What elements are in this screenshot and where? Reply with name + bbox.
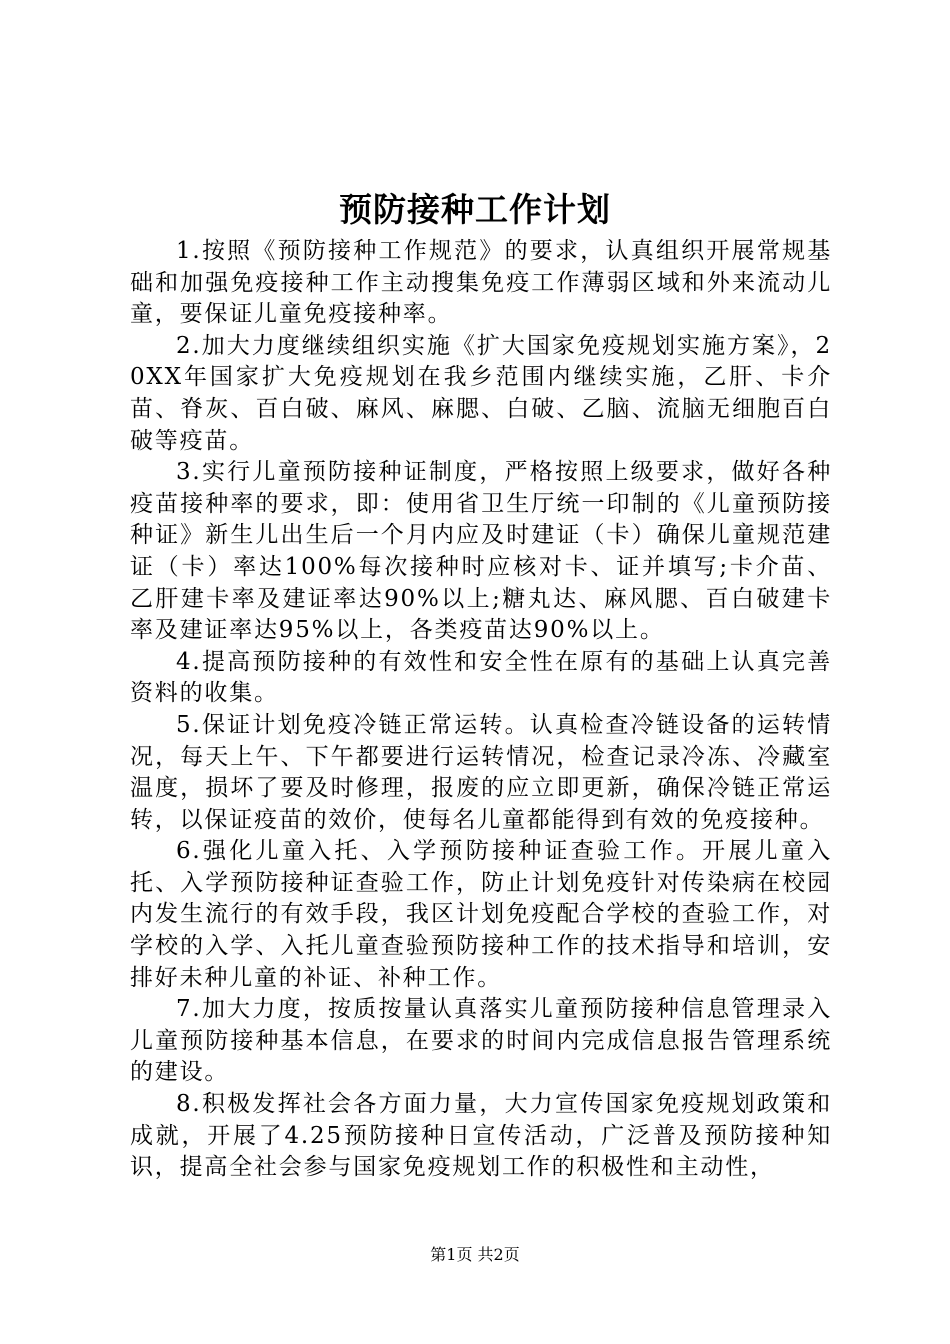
paragraph-4: 4.提高预防接种的有效性和安全性在原有的基础上认真完善资料的收集。 [130,648,832,707]
paragraph-6: 6.强化儿童入托、入学预防接种证查验工作。开展儿童入托、入学预防接种证查验工作，防止计划免疫针对传染病在校园内发生流行的有效手段，我区计划免疫配合学校的查验工作，对学校的入学、入托儿童查验预防接种工作的技术指导和培训，安排好未种儿童的补证、补种工作。 [130,838,832,991]
paragraph-8: 8.积极发挥社会各方面力量，大力宣传国家免疫规划政策和成就，开展了4.25预防接种日宣传活动，广泛普及预防接种知识，提高全社会参与国家免疫规划工作的积极性和主动性， [130,1091,832,1181]
paragraph-5: 5.保证计划免疫冷链正常运转。认真检查冷链设备的运转情况，每天上午、下午都要进行运转情况，检查记录冷冻、冷藏室温度，损坏了要及时修理，报废的应立即更新，确保冷链正常运转，以保证疫苗的效价，使每名儿童都能得到有效的免疫接种。 [130,711,832,833]
document-title: 预防接种工作计划 [339,190,611,229]
page-footer: 第1页 共2页 [430,1245,520,1264]
paragraph-2: 2.加大力度继续组织实施《扩大国家免疫规划实施方案》，20XX年国家扩大免疫规划在我乡范围内继续实施，乙肝、卡介苗、脊灰、百白破、麻风、麻腮、白破、乙脑、流脑无细胞百白破等疫苗。 [130,332,832,454]
paragraph-1: 1.按照《预防接种工作规范》的要求，认真组织开展常规基础和加强免疫接种工作主动搜集免疫工作薄弱区域和外来流动儿童，要保证儿童免疫接种率。 [130,238,832,328]
paragraph-3: 3.实行儿童预防接种证制度，严格按照上级要求，做好各种疫苗接种率的要求，即：使用省卫生厅统一印制的《儿童预防接种证》新生儿出生后一个月内应及时建证（卡）确保儿童规范建证（卡）率达100%每次接种时应核对卡、证并填写;卡介苗、乙肝建卡率及建证率达90%以上;糖丸达、麻风腮、百白破建卡率及建证率达95%以上，各类疫苗达90%以上。 [130,459,832,644]
paragraph-7: 7.加大力度，按质按量认真落实儿童预防接种信息管理录入儿童预防接种基本信息，在要求的时间内完成信息报告管理系统的建设。 [130,996,832,1086]
document-body [130,236,832,1184]
